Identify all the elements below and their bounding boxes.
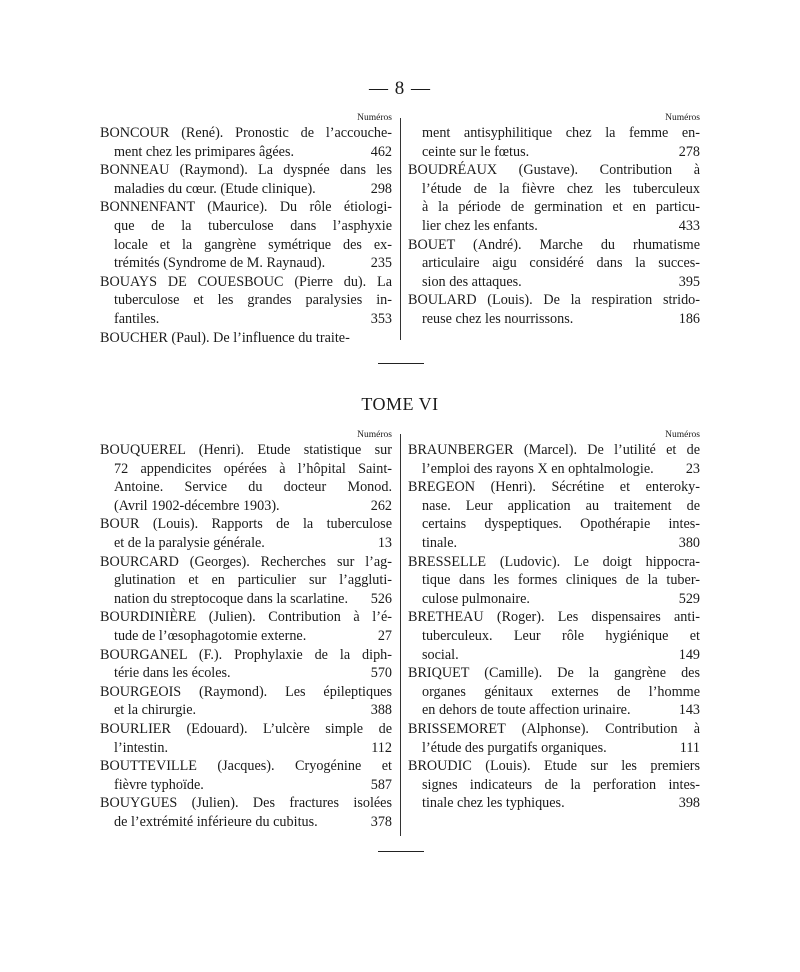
entry-line: social. xyxy=(422,646,459,663)
index-entry xyxy=(100,273,392,329)
entry-line: lier chez les enfants. xyxy=(422,217,538,234)
index-entry xyxy=(408,664,700,720)
index-entry xyxy=(100,515,392,552)
entry-line: tinale chez les typhiques. xyxy=(422,795,565,812)
entry-line: à la période de germination et en particu- xyxy=(422,199,700,216)
page-number: — 8 — xyxy=(369,78,431,99)
entry-line: BRIQUET (Camille). De la gangrène des xyxy=(408,665,700,682)
entry-line: BOUR (Louis). Rapports de la tuberculose xyxy=(100,516,392,533)
entry-line: trémités (Syndrome de M. Raynaud). xyxy=(114,255,326,272)
entry-line: ment antisyphilitique chez la femme en- xyxy=(422,125,700,141)
entry-line: BOUQUEREL (Henri). Etude statistique sur xyxy=(100,442,392,458)
entry-number: 262 xyxy=(370,497,392,514)
column-divider xyxy=(400,434,401,836)
entry-line: locale et la gangrène symétrique des ex- xyxy=(114,236,392,253)
entry-line: BOULARD (Louis). De la respiration strido- xyxy=(408,292,700,309)
entry-line: l’emploi des rayons X en ophtalmologie. xyxy=(422,460,654,477)
index-entry xyxy=(100,794,392,831)
section1-left-column xyxy=(100,112,392,347)
entry-line: BRESSELLE (Ludovic). Le doigt hippocra- xyxy=(408,553,700,570)
entry-line: l’intestin. xyxy=(114,739,168,756)
index-entry xyxy=(100,124,392,161)
index-entry xyxy=(408,161,700,235)
entry-line: 72 appendicites opérées à l’hôpital Saint- xyxy=(114,460,392,477)
index-entry xyxy=(100,683,392,720)
entry-line: BONNEAU (Raymond). La dyspnée dans les xyxy=(100,162,392,179)
column-divider xyxy=(400,118,401,340)
entry-number: 526 xyxy=(370,590,392,607)
index-entry xyxy=(408,608,700,664)
index-entry xyxy=(408,441,700,478)
entry-number: 388 xyxy=(370,702,392,719)
entry-number: 143 xyxy=(678,702,700,719)
section-divider-rule xyxy=(378,363,424,364)
entry-number: 186 xyxy=(678,310,700,327)
entry-line: BOUYGUES (Julien). Des fractures isolées xyxy=(100,795,392,812)
index-entry xyxy=(100,441,392,515)
index-entry xyxy=(100,757,392,794)
column-header: Numéros xyxy=(665,430,700,440)
entry-line: articulaire aigu considéré dans la succes- xyxy=(422,255,700,272)
entry-line: BROUDIC (Louis). Etude sur les premiers xyxy=(408,758,700,775)
entry-line: BREGEON (Henri). Sécrétine et enteroky- xyxy=(408,479,700,496)
bottom-rule xyxy=(378,851,424,852)
entry-line: en dehors de toute affection urinaire. xyxy=(422,702,631,719)
entry-line: térie dans les écoles. xyxy=(114,665,231,682)
entry-line: BOUET (André). Marche du rhumatisme xyxy=(408,236,700,253)
index-entry xyxy=(408,757,700,813)
entry-line: tique dans les formes cliniques de la tuber- xyxy=(422,572,700,589)
entry-line: tuberculeux. Leur rôle hygiénique et xyxy=(422,627,700,644)
entry-line: BRAUNBERGER (Marcel). De l’utilité et de xyxy=(408,442,700,458)
entry-line: BONNENFANT (Maurice). Du rôle étiologi- xyxy=(100,199,392,216)
entry-number: 112 xyxy=(371,739,392,756)
index-entry xyxy=(100,720,392,757)
entry-line: reuse chez les nourrissons. xyxy=(422,310,574,327)
entry-line: BOURLIER (Edouard). L’ulcère simple de xyxy=(100,720,392,737)
section2-left-column xyxy=(100,429,392,831)
index-entry-continuation xyxy=(408,124,700,161)
entry-number: 13 xyxy=(377,534,392,551)
entry-line: glutination et en particulier sur l’aggluti- xyxy=(114,572,392,589)
entry-line: BOURGEOIS (Raymond). Les épileptiques xyxy=(100,683,392,700)
entry-line: et de la paralysie générale. xyxy=(114,534,265,551)
entry-line: que de la tuberculose dans l’asphyxie xyxy=(114,217,392,234)
entry-number: 398 xyxy=(678,795,700,812)
entry-number: 278 xyxy=(678,143,700,160)
entry-line: Antoine. Service du docteur Monod. xyxy=(114,479,392,496)
entry-line: BRISSEMORET (Alphonse). Contribution à xyxy=(408,720,700,737)
index-entry xyxy=(100,553,392,609)
index-entry xyxy=(408,720,700,757)
entry-number: 149 xyxy=(678,646,700,663)
section2-right-column xyxy=(408,429,700,813)
entry-line: BOURDINIÈRE (Julien). Contribution à l’é- xyxy=(100,609,392,626)
entry-line: nase. Leur application au traitement de xyxy=(422,497,700,514)
entry-line: et la chirurgie. xyxy=(114,702,197,719)
column-header: Numéros xyxy=(357,113,392,123)
index-entry xyxy=(408,291,700,328)
entry-line: BOUDRÉAUX (Gustave). Contribution à xyxy=(408,162,700,179)
entry-number: 235 xyxy=(370,255,392,272)
entry-line: l’étude des purgatifs organiques. xyxy=(422,739,607,756)
entry-line: BRETHEAU (Roger). Les dispensaires anti- xyxy=(408,609,700,626)
entry-line: de l’extrémité inférieure du cubitus. xyxy=(114,813,318,830)
entry-line: BOURCARD (Georges). Recherches sur l’ag- xyxy=(100,553,392,570)
index-entry xyxy=(408,478,700,552)
entry-line: nation du streptocoque dans la scarlatine. xyxy=(114,590,349,607)
entry-number: 23 xyxy=(685,460,700,477)
entry-line: fantiles. xyxy=(114,310,160,327)
entry-number: 433 xyxy=(678,217,700,234)
index-entry xyxy=(100,608,392,645)
index-entry xyxy=(100,198,392,272)
section1-right-column xyxy=(408,112,700,329)
entry-line: BONCOUR (René). Pronostic de l’accouche- xyxy=(100,125,392,141)
column-header: Numéros xyxy=(357,430,392,440)
entry-line: signes indicateurs de la perforation intes- xyxy=(422,776,700,793)
entry-number: 587 xyxy=(370,776,392,793)
entry-line: BOUCHER (Paul). De l’influence du traite- xyxy=(100,329,350,346)
entry-number: 27 xyxy=(377,627,392,644)
entry-number: 395 xyxy=(678,273,700,290)
index-entry xyxy=(100,329,392,348)
tome-heading: TOME VI xyxy=(361,394,439,414)
entry-line: ment chez les primipares âgées. xyxy=(114,143,295,160)
entry-line: (Avril 1902-décembre 1903). xyxy=(114,497,280,514)
index-entry xyxy=(408,553,700,609)
entry-number: 529 xyxy=(678,590,700,607)
entry-number: 462 xyxy=(370,143,392,160)
entry-line: ceinte sur le fœtus. xyxy=(422,143,530,160)
entry-line: BOURGANEL (F.). Prophylaxie de la diph- xyxy=(100,646,392,663)
entry-line: tude de l’œsophagotomie externe. xyxy=(114,627,307,644)
entry-line: l’étude de la fièvre chez les tuberculeux xyxy=(422,180,700,197)
entry-number: 111 xyxy=(679,739,700,756)
entry-line: tinale. xyxy=(422,534,458,551)
entry-number: 298 xyxy=(370,180,392,197)
entry-line: organes génitaux externes de l’homme xyxy=(422,683,700,700)
index-entry xyxy=(408,236,700,292)
entry-number: 570 xyxy=(370,665,392,682)
entry-line: tuberculose et les grandes paralysies in- xyxy=(114,292,392,309)
entry-line: sion des attaques. xyxy=(422,273,522,290)
entry-line: BOUAYS DE COUESBOUC (Pierre du). La xyxy=(100,273,392,290)
entry-line: maladies du cœur. (Etude clinique). xyxy=(114,180,316,197)
index-entry xyxy=(100,161,392,198)
entry-line: certains dyspeptiques. Opothérapie intes- xyxy=(422,516,700,533)
entry-number: 353 xyxy=(370,310,392,327)
entry-number: 378 xyxy=(370,813,392,830)
entry-line: fièvre typhoïde. xyxy=(114,776,204,793)
entry-number: 380 xyxy=(678,534,700,551)
entry-line: culose pulmonaire. xyxy=(422,590,530,607)
index-entry xyxy=(100,646,392,683)
entry-line: BOUTTEVILLE (Jacques). Cryogénine et xyxy=(100,758,392,775)
column-header: Numéros xyxy=(665,113,700,123)
